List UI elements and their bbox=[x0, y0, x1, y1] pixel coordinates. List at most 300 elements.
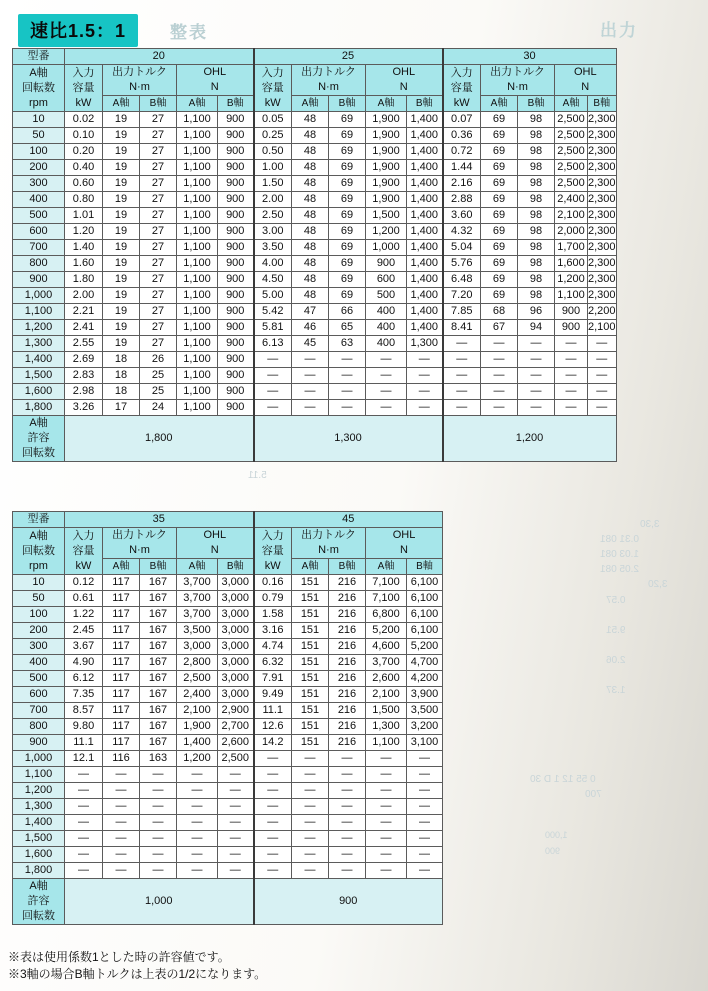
torque-header-30: 出力トルク N·m bbox=[481, 65, 555, 96]
cell-m25-1: 47 bbox=[292, 304, 329, 320]
cell-m35-4: — bbox=[218, 767, 254, 783]
cell-m30-2: — bbox=[518, 352, 555, 368]
cell-m30-0: 7.85 bbox=[443, 304, 481, 320]
cell-m20-0: 1.01 bbox=[65, 208, 103, 224]
cell-m45-4: — bbox=[407, 831, 443, 847]
cell-m20-0: 2.00 bbox=[65, 288, 103, 304]
table-row bbox=[13, 671, 443, 687]
cell-m45-3: — bbox=[366, 831, 407, 847]
cell-m30-1: 69 bbox=[481, 208, 518, 224]
ohl-header-30: OHL N bbox=[555, 65, 617, 96]
cell-m35-1: — bbox=[103, 847, 140, 863]
cell-m45-1: 151 bbox=[292, 591, 329, 607]
cell-m20-0: 2.21 bbox=[65, 304, 103, 320]
input-cap-header-35: 入力 容量 kW bbox=[65, 528, 103, 575]
cell-m20-4: 900 bbox=[218, 144, 254, 160]
cell-m45-1: 151 bbox=[292, 575, 329, 591]
cell-m20-4: 900 bbox=[218, 272, 254, 288]
cell-m45-2: — bbox=[329, 751, 366, 767]
cell-m25-1: 48 bbox=[292, 256, 329, 272]
cell-m25-1: 46 bbox=[292, 320, 329, 336]
torque-a-20: A軸 bbox=[103, 96, 140, 112]
row-rpm: 1,100 bbox=[13, 304, 65, 320]
cell-m30-2: 98 bbox=[518, 160, 555, 176]
cell-m20-3: 1,100 bbox=[177, 304, 218, 320]
cell-m25-0: 5.81 bbox=[254, 320, 292, 336]
cell-m20-1: 19 bbox=[103, 144, 140, 160]
cell-m30-1: 69 bbox=[481, 272, 518, 288]
cell-m45-2: — bbox=[329, 815, 366, 831]
cell-m20-4: 900 bbox=[218, 304, 254, 320]
cell-m20-3: 1,100 bbox=[177, 272, 218, 288]
cell-m45-0: 3.16 bbox=[254, 623, 292, 639]
cell-m20-0: 0.20 bbox=[65, 144, 103, 160]
cell-m25-3: — bbox=[366, 368, 407, 384]
cell-m30-4: 2,300 bbox=[588, 144, 617, 160]
cell-m20-0: 0.02 bbox=[65, 112, 103, 128]
cell-m35-3: 1,200 bbox=[177, 751, 218, 767]
cell-m20-2: 27 bbox=[140, 256, 177, 272]
model-30: 30 bbox=[443, 49, 617, 65]
cell-m25-2: 69 bbox=[329, 112, 366, 128]
cell-m20-4: 900 bbox=[218, 176, 254, 192]
cell-m45-4: — bbox=[407, 751, 443, 767]
cell-m45-0: — bbox=[254, 751, 292, 767]
torque-header-45: 出力トルク N·m bbox=[292, 528, 366, 559]
row-rpm: 800 bbox=[13, 719, 65, 735]
cell-m20-4: 900 bbox=[218, 112, 254, 128]
cell-m25-0: 3.00 bbox=[254, 224, 292, 240]
cell-m25-4: 1,400 bbox=[407, 272, 443, 288]
cell-m20-2: 27 bbox=[140, 240, 177, 256]
cell-m45-4: 3,200 bbox=[407, 719, 443, 735]
cell-m25-3: 1,900 bbox=[366, 160, 407, 176]
cell-m25-1: — bbox=[292, 352, 329, 368]
cell-m45-4: — bbox=[407, 783, 443, 799]
cell-m45-3: — bbox=[366, 847, 407, 863]
cell-m35-2: 163 bbox=[140, 751, 177, 767]
cell-m45-3: 5,200 bbox=[366, 623, 407, 639]
row-rpm: 700 bbox=[13, 703, 65, 719]
cell-m25-3: 1,900 bbox=[366, 112, 407, 128]
cell-m30-3: 1,600 bbox=[555, 256, 588, 272]
cell-m30-2: — bbox=[518, 384, 555, 400]
ratio-badge: 速比1.5：1 bbox=[18, 14, 138, 47]
cell-m20-2: 27 bbox=[140, 144, 177, 160]
cell-m35-4: — bbox=[218, 863, 254, 879]
header-ghost-left: 整表 bbox=[170, 23, 208, 42]
header-ghost-right: 出力 bbox=[600, 21, 638, 40]
cell-m20-0: 2.69 bbox=[65, 352, 103, 368]
cell-m30-4: — bbox=[588, 352, 617, 368]
cell-m25-2: 69 bbox=[329, 128, 366, 144]
cell-m20-1: 19 bbox=[103, 320, 140, 336]
cell-m25-3: 1,500 bbox=[366, 208, 407, 224]
cell-m25-2: — bbox=[329, 368, 366, 384]
cell-m45-1: — bbox=[292, 815, 329, 831]
table-row bbox=[13, 783, 443, 799]
cell-m20-4: 900 bbox=[218, 224, 254, 240]
cell-m35-2: 167 bbox=[140, 671, 177, 687]
cell-m35-1: 117 bbox=[103, 687, 140, 703]
row-rpm: 200 bbox=[13, 623, 65, 639]
torque-a-45: A軸 bbox=[292, 559, 329, 575]
ghost-text-10: 0.57 bbox=[606, 595, 626, 606]
table2-header-model-row bbox=[13, 512, 443, 528]
cell-m45-2: — bbox=[329, 863, 366, 879]
ghost-text-11: 9.51 bbox=[606, 625, 626, 636]
table-row bbox=[13, 176, 617, 192]
cell-m45-1: — bbox=[292, 831, 329, 847]
cell-m20-0: 0.60 bbox=[65, 176, 103, 192]
cell-m20-3: 1,100 bbox=[177, 160, 218, 176]
table-row bbox=[13, 272, 617, 288]
cell-m30-0: 5.04 bbox=[443, 240, 481, 256]
table2-header-group-row bbox=[13, 528, 443, 559]
cell-m45-2: 216 bbox=[329, 687, 366, 703]
cell-m20-4: 900 bbox=[218, 208, 254, 224]
cell-m25-1: 48 bbox=[292, 288, 329, 304]
cell-m30-1: 69 bbox=[481, 192, 518, 208]
torque-a-30: A軸 bbox=[481, 96, 518, 112]
row-rpm: 1,500 bbox=[13, 831, 65, 847]
cell-m25-4: 1,400 bbox=[407, 144, 443, 160]
cell-m35-2: 167 bbox=[140, 719, 177, 735]
cell-m25-3: 400 bbox=[366, 336, 407, 352]
table-row bbox=[13, 144, 617, 160]
cell-m20-0: 1.60 bbox=[65, 256, 103, 272]
spec-table-ratio-35-45 bbox=[12, 511, 443, 925]
table-row bbox=[13, 112, 617, 128]
row-rpm: 300 bbox=[13, 176, 65, 192]
cell-m30-3: — bbox=[555, 336, 588, 352]
torque-b-30: B軸 bbox=[518, 96, 555, 112]
cell-m35-4: 3,000 bbox=[218, 575, 254, 591]
cell-m20-3: 1,100 bbox=[177, 256, 218, 272]
cell-m25-2: 69 bbox=[329, 224, 366, 240]
ohl-b-30: B軸 bbox=[588, 96, 617, 112]
cell-m30-4: — bbox=[588, 368, 617, 384]
cell-m45-2: — bbox=[329, 831, 366, 847]
cell-m20-0: 0.10 bbox=[65, 128, 103, 144]
cell-m25-4: — bbox=[407, 352, 443, 368]
cell-m30-2: 98 bbox=[518, 176, 555, 192]
cell-m45-3: 1,500 bbox=[366, 703, 407, 719]
allowable-speed-25: 1,300 bbox=[254, 416, 443, 462]
cell-m30-0: 2.16 bbox=[443, 176, 481, 192]
cell-m30-1: — bbox=[481, 352, 518, 368]
cell-m45-2: — bbox=[329, 783, 366, 799]
row-rpm: 700 bbox=[13, 240, 65, 256]
cell-m35-2: — bbox=[140, 783, 177, 799]
cell-m25-1: — bbox=[292, 400, 329, 416]
cell-m30-2: 98 bbox=[518, 192, 555, 208]
cell-m30-4: 2,300 bbox=[588, 224, 617, 240]
cell-m35-4: 3,000 bbox=[218, 623, 254, 639]
cell-m45-1: — bbox=[292, 863, 329, 879]
cell-m30-2: — bbox=[518, 336, 555, 352]
row-rpm: 1,800 bbox=[13, 863, 65, 879]
row-rpm: 100 bbox=[13, 144, 65, 160]
row-rpm: 600 bbox=[13, 224, 65, 240]
cell-m45-3: 7,100 bbox=[366, 575, 407, 591]
cell-m20-3: 1,100 bbox=[177, 320, 218, 336]
table-header-group-row bbox=[13, 65, 617, 96]
cell-m30-2: — bbox=[518, 400, 555, 416]
ghost-text-6: 0.31 081 bbox=[600, 534, 639, 545]
cell-m35-0: — bbox=[65, 815, 103, 831]
cell-m30-0: 0.36 bbox=[443, 128, 481, 144]
ghost-text-15: 700 bbox=[585, 789, 602, 800]
cell-m35-0: — bbox=[65, 847, 103, 863]
model-20: 20 bbox=[65, 49, 254, 65]
cell-m25-4: 1,400 bbox=[407, 112, 443, 128]
cell-m30-2: 96 bbox=[518, 304, 555, 320]
allowable-speed-30: 1,200 bbox=[443, 416, 617, 462]
cell-m45-2: 216 bbox=[329, 735, 366, 751]
cell-m45-1: — bbox=[292, 783, 329, 799]
table-row bbox=[13, 591, 443, 607]
cell-m25-4: 1,400 bbox=[407, 160, 443, 176]
cell-m35-0: 9.80 bbox=[65, 719, 103, 735]
table-row bbox=[13, 240, 617, 256]
cell-m45-0: 11.1 bbox=[254, 703, 292, 719]
cell-m25-1: 48 bbox=[292, 112, 329, 128]
cell-m20-2: 27 bbox=[140, 224, 177, 240]
cell-m20-3: 1,100 bbox=[177, 192, 218, 208]
torque-b-45: B軸 bbox=[329, 559, 366, 575]
cell-m25-0: 2.50 bbox=[254, 208, 292, 224]
row-rpm: 500 bbox=[13, 208, 65, 224]
cell-m35-4: 2,900 bbox=[218, 703, 254, 719]
cell-m25-4: 1,400 bbox=[407, 320, 443, 336]
cell-m45-1: — bbox=[292, 799, 329, 815]
cell-m30-3: — bbox=[555, 368, 588, 384]
cell-m25-0: 0.50 bbox=[254, 144, 292, 160]
ohl-header-20: OHL N bbox=[177, 65, 254, 96]
cell-m20-2: 27 bbox=[140, 176, 177, 192]
cell-m30-0: 2.88 bbox=[443, 192, 481, 208]
cell-m25-0: — bbox=[254, 400, 292, 416]
cell-m20-4: 900 bbox=[218, 288, 254, 304]
ghost-text-7: 1.03 081 bbox=[600, 549, 639, 560]
cell-m35-3: 2,400 bbox=[177, 687, 218, 703]
cell-m45-4: — bbox=[407, 847, 443, 863]
row-rpm: 1,400 bbox=[13, 352, 65, 368]
cell-m30-4: 2,300 bbox=[588, 256, 617, 272]
cell-m25-4: 1,400 bbox=[407, 240, 443, 256]
cell-m25-2: 69 bbox=[329, 288, 366, 304]
cell-m45-0: 14.2 bbox=[254, 735, 292, 751]
cell-m35-3: 3,000 bbox=[177, 639, 218, 655]
cell-m30-1: 69 bbox=[481, 224, 518, 240]
cell-m20-2: 24 bbox=[140, 400, 177, 416]
cell-m35-4: 2,700 bbox=[218, 719, 254, 735]
cell-m25-0: 4.50 bbox=[254, 272, 292, 288]
row-rpm: 1,400 bbox=[13, 815, 65, 831]
cell-m35-3: — bbox=[177, 767, 218, 783]
table-row bbox=[13, 575, 443, 591]
cell-m35-0: — bbox=[65, 799, 103, 815]
allowable-speed-45: 900 bbox=[254, 879, 443, 925]
cell-m25-4: — bbox=[407, 400, 443, 416]
cell-m20-0: 1.20 bbox=[65, 224, 103, 240]
cell-m20-1: 17 bbox=[103, 400, 140, 416]
cell-m45-1: — bbox=[292, 847, 329, 863]
cell-m45-3: — bbox=[366, 751, 407, 767]
torque-header-35: 出力トルク N·m bbox=[103, 528, 177, 559]
row-rpm: 10 bbox=[13, 112, 65, 128]
torque-header-20: 出力トルク N·m bbox=[103, 65, 177, 96]
ghost-text-13: 1.37 bbox=[606, 685, 626, 696]
cell-m45-3: 2,600 bbox=[366, 671, 407, 687]
cell-m45-4: 3,900 bbox=[407, 687, 443, 703]
cell-m35-4: 3,000 bbox=[218, 687, 254, 703]
cell-m45-0: — bbox=[254, 815, 292, 831]
cell-m45-2: 216 bbox=[329, 719, 366, 735]
cell-m35-0: 4.90 bbox=[65, 655, 103, 671]
cell-m25-3: 1,900 bbox=[366, 176, 407, 192]
table-row bbox=[13, 336, 617, 352]
ohl-a-20: A軸 bbox=[177, 96, 218, 112]
cell-m25-4: 1,400 bbox=[407, 224, 443, 240]
ohl-b-25: B軸 bbox=[407, 96, 443, 112]
cell-m35-0: 7.35 bbox=[65, 687, 103, 703]
cell-m20-2: 27 bbox=[140, 336, 177, 352]
cell-m30-0: 6.48 bbox=[443, 272, 481, 288]
cell-m45-3: 6,800 bbox=[366, 607, 407, 623]
cell-m45-1: 151 bbox=[292, 671, 329, 687]
cell-m30-3: 1,200 bbox=[555, 272, 588, 288]
cell-m35-1: 117 bbox=[103, 607, 140, 623]
table-row bbox=[13, 224, 617, 240]
cell-m30-2: 98 bbox=[518, 128, 555, 144]
model-35: 35 bbox=[65, 512, 254, 528]
table-row bbox=[13, 192, 617, 208]
table-row bbox=[13, 607, 443, 623]
cell-m20-3: 1,100 bbox=[177, 384, 218, 400]
row-rpm: 800 bbox=[13, 256, 65, 272]
cell-m20-2: 27 bbox=[140, 192, 177, 208]
input-cap-header-45: 入力 容量 kW bbox=[254, 528, 292, 575]
row-rpm: 1,200 bbox=[13, 783, 65, 799]
cell-m35-2: 167 bbox=[140, 591, 177, 607]
cell-m20-2: 27 bbox=[140, 208, 177, 224]
cell-m20-0: 2.41 bbox=[65, 320, 103, 336]
row-rpm: 1,000 bbox=[13, 751, 65, 767]
cell-m45-3: 7,100 bbox=[366, 591, 407, 607]
cell-m45-1: 151 bbox=[292, 655, 329, 671]
cell-m20-3: 1,100 bbox=[177, 176, 218, 192]
cell-m30-1: — bbox=[481, 368, 518, 384]
cell-m30-3: 2,100 bbox=[555, 208, 588, 224]
table-row bbox=[13, 288, 617, 304]
ohl-a-30: A軸 bbox=[555, 96, 588, 112]
cell-m45-2: — bbox=[329, 799, 366, 815]
cell-m20-4: 900 bbox=[218, 192, 254, 208]
cell-m30-3: 900 bbox=[555, 320, 588, 336]
cell-m45-1: — bbox=[292, 767, 329, 783]
table-row bbox=[13, 160, 617, 176]
cell-m45-0: — bbox=[254, 767, 292, 783]
cell-m35-1: — bbox=[103, 783, 140, 799]
cell-m30-2: 98 bbox=[518, 112, 555, 128]
cell-m35-0: 12.1 bbox=[65, 751, 103, 767]
ohl-a-45: A軸 bbox=[366, 559, 407, 575]
allowable-speed-35: 1,000 bbox=[65, 879, 254, 925]
cell-m30-0: 0.72 bbox=[443, 144, 481, 160]
cell-m35-0: 8.57 bbox=[65, 703, 103, 719]
cell-m30-1: 69 bbox=[481, 288, 518, 304]
cell-m30-2: — bbox=[518, 368, 555, 384]
table-row bbox=[13, 256, 617, 272]
cell-m45-1: 151 bbox=[292, 623, 329, 639]
cell-m30-2: 98 bbox=[518, 256, 555, 272]
cell-m20-1: 19 bbox=[103, 304, 140, 320]
cell-m30-0: — bbox=[443, 336, 481, 352]
cell-m45-2: 216 bbox=[329, 639, 366, 655]
cell-m35-1: — bbox=[103, 815, 140, 831]
cell-m35-2: — bbox=[140, 863, 177, 879]
table-row bbox=[13, 639, 443, 655]
cell-m20-2: 27 bbox=[140, 160, 177, 176]
cell-m45-0: 12.6 bbox=[254, 719, 292, 735]
cell-m30-3: 2,500 bbox=[555, 176, 588, 192]
cell-m45-4: 6,100 bbox=[407, 623, 443, 639]
cell-m35-3: 1,400 bbox=[177, 735, 218, 751]
cell-m30-3: 2,500 bbox=[555, 128, 588, 144]
cell-m45-1: 151 bbox=[292, 735, 329, 751]
cell-m25-2: 69 bbox=[329, 192, 366, 208]
cell-m25-0: — bbox=[254, 384, 292, 400]
input-cap-header-25: 入力 容量 kW bbox=[254, 65, 292, 112]
cell-m35-3: 3,500 bbox=[177, 623, 218, 639]
cell-m45-2: 216 bbox=[329, 703, 366, 719]
cell-m20-1: 19 bbox=[103, 272, 140, 288]
cell-m20-2: 27 bbox=[140, 288, 177, 304]
cell-m25-3: 400 bbox=[366, 304, 407, 320]
cell-m30-4: 2,300 bbox=[588, 160, 617, 176]
cell-m20-0: 2.83 bbox=[65, 368, 103, 384]
cell-m35-0: — bbox=[65, 783, 103, 799]
cell-m20-1: 19 bbox=[103, 240, 140, 256]
cell-m20-1: 19 bbox=[103, 208, 140, 224]
row-rpm: 400 bbox=[13, 192, 65, 208]
cell-m25-3: 1,900 bbox=[366, 192, 407, 208]
cell-m20-1: 19 bbox=[103, 112, 140, 128]
cell-m25-0: 5.00 bbox=[254, 288, 292, 304]
cell-m30-3: — bbox=[555, 352, 588, 368]
row-rpm: 1,600 bbox=[13, 384, 65, 400]
cell-m30-4: 2,300 bbox=[588, 128, 617, 144]
cell-m25-0: — bbox=[254, 368, 292, 384]
cell-m20-2: 27 bbox=[140, 272, 177, 288]
cell-m25-2: 66 bbox=[329, 304, 366, 320]
cell-m35-2: — bbox=[140, 847, 177, 863]
cell-m25-2: 69 bbox=[329, 176, 366, 192]
ghost-text-12: 2.06 bbox=[606, 655, 626, 666]
cell-m25-1: 45 bbox=[292, 336, 329, 352]
cell-m35-2: 167 bbox=[140, 735, 177, 751]
cell-m45-2: — bbox=[329, 767, 366, 783]
cell-m30-0: 7.20 bbox=[443, 288, 481, 304]
cell-m20-1: 19 bbox=[103, 336, 140, 352]
row-rpm: 600 bbox=[13, 687, 65, 703]
row-rpm: 50 bbox=[13, 591, 65, 607]
cell-m35-1: — bbox=[103, 863, 140, 879]
cell-m20-4: 900 bbox=[218, 352, 254, 368]
cell-m45-4: 6,100 bbox=[407, 575, 443, 591]
